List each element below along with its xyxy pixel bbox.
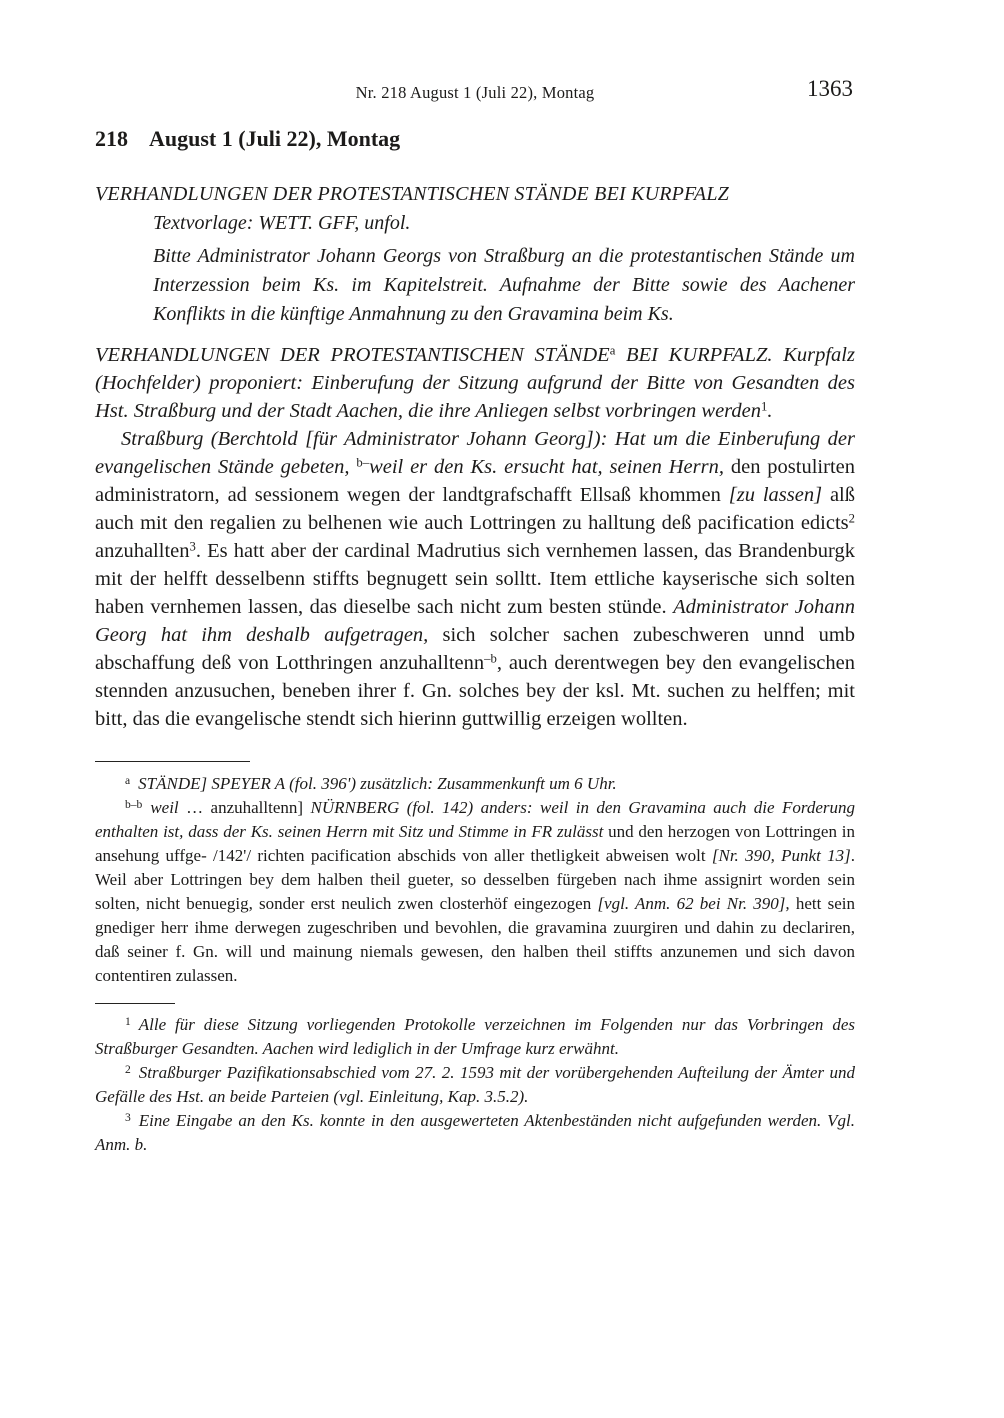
summary-title: VERHANDLUNGEN DER PROTESTANTISCHEN STÄNDE BEI KURPFALZ xyxy=(95,183,729,205)
number-note-3: $^3$ Eine Eingabe an den Ks. konnte in den ausgewerteten Aktenbeständen nicht aufgefunden werden. Vgl. Anm. b. xyxy=(95,1110,855,1154)
summary-block xyxy=(95,183,855,329)
letter-notes-rule xyxy=(95,761,250,762)
entry-heading xyxy=(95,126,855,152)
source-line: Textvorlage: WETT. GFF, unfol. xyxy=(153,212,411,234)
body-paragraph: Straßburg (Berchtold [für Administrator Johann Georg]): Hat um die Einberufung der evangelischen Stände gebeten, $^{b-}$weil er den Ks. ersucht hat, seinen Herrn, den postulirten administratorn, ad sessionem wegen der landtgrafschafft Ellsaß khommen [zu lassen] alß auch mit den regalien zu belhenen wie auch Lottringen zu halltung deß pacification edicts$^2$ anzuhallten$^3$. Es hatt aber der cardinal Madrutius sich vernhemen lassen, das Brandenburgk mit der helfft desselbenn stiffts begnugett sein solltt. Item ettliche kayserische sich solten haben vernhemen lassen, das dieselbe sach nicht zum besten stünde. Administrator Johann Georg hat ihm deshalb aufgetragen, sich solcher sachen zubeschweren unnd umb abschaffung deß von Lotthringen anzuhalltenn$^{-b}$, auch derentwegen bey den evangelischen stennden anzusuchen, beneben ihrer f. Gn. solches bey der ksl. Mt. suchen zu helffen; mit bitt, das die evangelische stendt sich hierinn guttwillig erzeigen wollten. xyxy=(95,428,856,730)
text-block xyxy=(95,0,855,1157)
number-notes-rule xyxy=(95,1003,175,1004)
entry-number: 218 xyxy=(95,126,128,151)
letter-note-b: $^{b-b}$ weil … anzuhalltenn] NÜRNBERG (fol. 142) anders: weil in den Gravamina auch die Forderung enthalten ist, dass der Ks. seinen Herrn mit Sitz und Stimme in FR zulässt und den herzogen von Lottringen in ansehung uffge- /142'/ richten pacification abschids von aller thetligkeit abweisen wolt [Nr. 390, Punkt 13]. Weil aber Lottringen bey dem halben theil gueter, so desselben fürgeben nach ihme assignirt worden sein solten, nicht benuegig, sonder erst neulich zwen closterhöf eingezogen [vgl. Anm. 62 bei Nr. 390], hett sein gnediger herr ihme derwegen zugeschriben und bevohlen, die gravamina zuurgiren und dahin zu declariren, daß seiner f. Gn. will und mainung niemals gewesen, den halben theil stiffts anzunemen und sich davon contentiren zulassen. xyxy=(95,797,856,985)
body-text xyxy=(95,341,855,733)
number-note-1: $^1$ Alle für diese Sitzung vorliegenden Protokolle verzeichnen im Folgenden nur das Vorbringen des Straßburger Gesandten. Aachen wird lediglich in der Umfrage kurz erwähnt. xyxy=(95,1014,855,1058)
page-number: 1363 xyxy=(807,76,853,101)
running-head xyxy=(95,78,855,106)
entry-title: August 1 (Juli 22), Montag xyxy=(149,126,401,151)
summary-abstract: Bitte Administrator Johann Georgs von Straßburg an die protestantischen Stände um Interzession beim Ks. im Kapitelstreit. Aufnahme der Bitte sowie des Aachener Konflikts in die künftige Anmahnung zu den Gravamina beim Ks. xyxy=(153,245,855,325)
body-paragraph: VERHANDLUNGEN DER PROTESTANTISCHEN STÄNDE$^a$ BEI KURPFALZ. Kurpfalz (Hochfelder) proponiert: Einberufung der Sitzung aufgrund der Bitte von Gesandten des Hst. Straßburg und der Stadt Aachen, die ihre Anliegen selbst vorbringen werden$^1$. xyxy=(95,343,855,422)
letter-note-a: $^a$ STÄNDE] SPEYER A (fol. 396') zusätzlich: Zusammenkunft um 6 Uhr. xyxy=(125,773,617,793)
footnotes xyxy=(95,761,855,1157)
running-head-title: Nr. 218 August 1 (Juli 22), Montag xyxy=(355,83,595,102)
number-note-2: $^2$ Straßburger Pazifikationsabschied vom 27. 2. 1593 mit der vorübergehenden Aufteilung der Ämter und Gefälle des Hst. an beide Parteien (vgl. Einleitung, Kap. 3.5.2). xyxy=(95,1062,855,1106)
